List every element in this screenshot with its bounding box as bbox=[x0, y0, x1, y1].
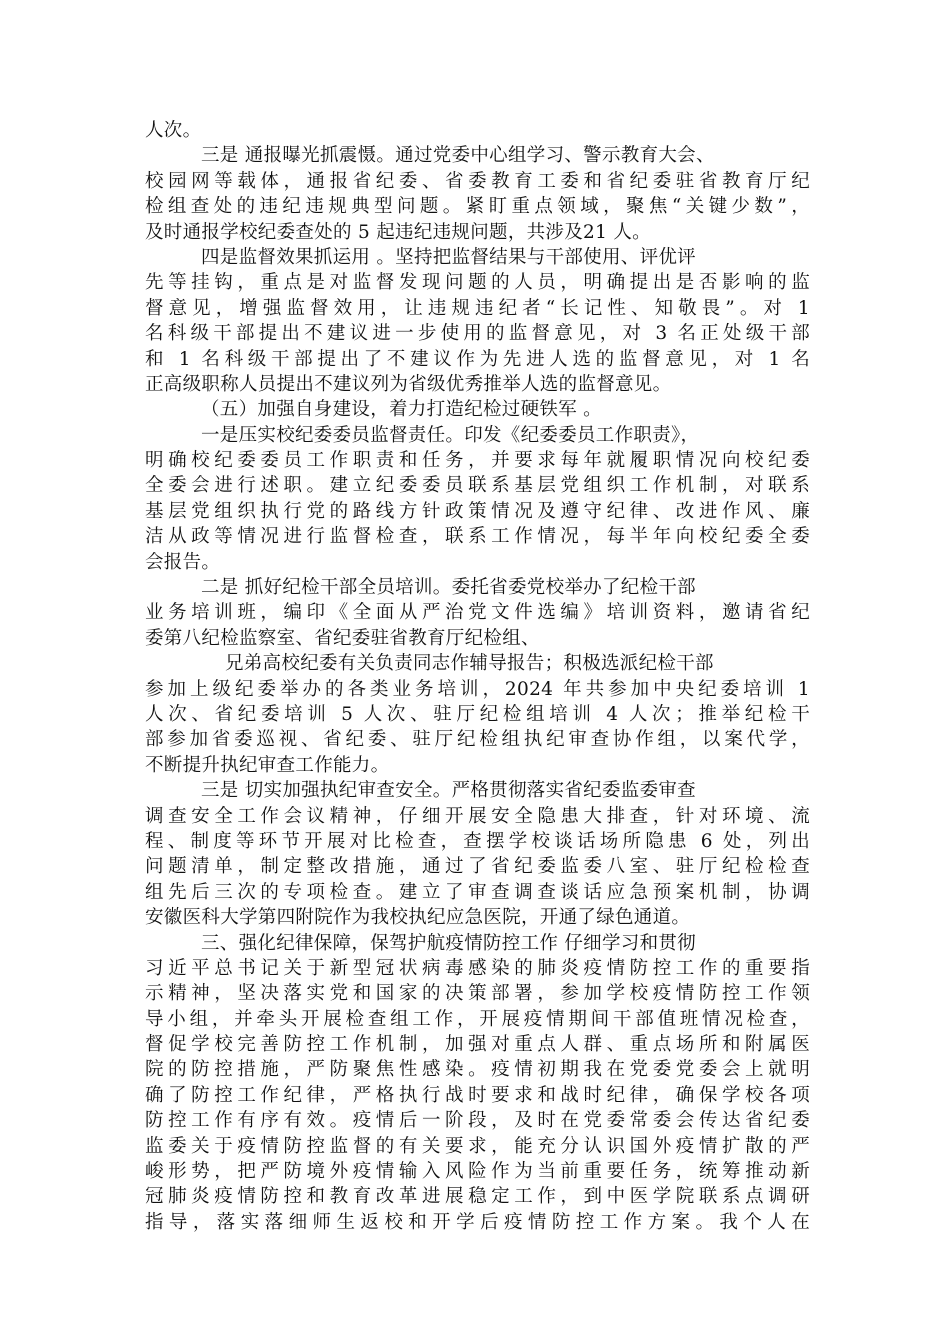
text-line: 先等挂钩，重点是对监督发现问题的人员，明确提出是否影响的监 bbox=[145, 272, 810, 294]
text-line: 及时通报学校纪委查处的 5 起违纪违规问题，共涉及21 人。 bbox=[145, 221, 651, 243]
text-line: 二是 抓好纪检干部全员培训。委托省委党校举办了纪检干部 bbox=[201, 577, 696, 599]
text-line: 和 1 名科级干部提出了不建议作为先进人选的监督意见，对 1 名 bbox=[145, 348, 810, 370]
text-line: 部参加省委巡视、省纪委、驻厅纪检组执纪审查协作组，以案代学， bbox=[145, 729, 810, 751]
text-line: 督促学校完善防控工作机制，加强对重点人群、重点场所和附属医 bbox=[145, 1034, 810, 1056]
text-line: 正高级职称人员提出不建议列为省级优秀推举人选的监督意见。 bbox=[145, 373, 672, 395]
text-line: 指导，落实落细师生返校和开学后疫情防控工作方案。我个人在 bbox=[145, 1211, 810, 1233]
text-line: 名科级干部提出不建议进一步使用的监督意见，对 3 名正处级干部 bbox=[145, 323, 810, 345]
text-line: 组先后三次的专项检查。建立了审查调查谈话应急预案机制，协调 bbox=[145, 881, 810, 903]
text-line: 不断提升执纪审查工作能力。 bbox=[145, 754, 390, 776]
text-line: 全委会进行述职。建立纪委委员联系基层党组织工作机制，对联系 bbox=[145, 475, 810, 497]
text-line: 程、制度等环节开展对比检查，查摆学校谈话场所隐患 6 处，列出 bbox=[145, 830, 810, 852]
text-line: 业务培训班，编印《全面从严治党文件选编》培训资料，邀请省纪 bbox=[145, 602, 810, 624]
text-line: 基层党组织执行党的路线方针政策情况及遵守纪律、改进作风、廉 bbox=[145, 500, 810, 522]
text-line: 防控工作有序有效。疫情后一阶段，及时在党委常委会传达省纪委 bbox=[145, 1110, 810, 1132]
text-line: 安徽医科大学第四附院作为我校执纪应急医院，开通了绿色通道。 bbox=[145, 907, 691, 929]
text-line: 督意见，增强监督效用，让违规违纪者“长记性、知敬畏”。对 1 bbox=[145, 297, 810, 319]
text-line: 委第八纪检监察室、省纪委驻省教育厅纪检组、 bbox=[145, 627, 540, 649]
text-line: 三是 切实加强执纪审查安全。严格贯彻落实省纪委监委审查 bbox=[201, 780, 696, 802]
text-line: 校园网等载体，通报省纪委、省委教育工委和省纪委驻省教育厅纪 bbox=[145, 170, 810, 192]
document-body bbox=[145, 118, 810, 1235]
text-line: 人次。 bbox=[145, 120, 202, 141]
text-line: 导小组，并牵头开展检查组工作，开展疫情期间干部值班情况检查， bbox=[145, 1008, 810, 1030]
text-line: 人次、省纪委培训 5 人次、驻厅纪检组培训 4 人次；推举纪检干 bbox=[145, 703, 810, 725]
text-line: 参加上级纪委举办的各类业务培训，2024 年共参加中央纪委培训 1 bbox=[145, 678, 810, 700]
text-line: 冠肺炎疫情防控和教育改革进展稳定工作，到中医学院联系点调研 bbox=[145, 1186, 810, 1208]
text-line: 检组查处的违纪违规典型问题。紧盯重点领域，聚焦“关键少数”， bbox=[145, 196, 810, 218]
text-line: 会报告。 bbox=[145, 551, 221, 573]
text-line: 四是监督效果抓运用 。坚持把监督结果与干部使用、评优评 bbox=[201, 246, 696, 268]
text-line: 三是 通报曝光抓震慑。通过党委中心组学习、警示教育大会、 bbox=[201, 145, 715, 167]
text-line: 三、强化纪律保障，保驾护航疫情防控工作 仔细学习和贯彻 bbox=[201, 932, 696, 954]
text-line: 监委关于疫情防控监督的有关要求，能充分认识国外疫情扩散的严 bbox=[145, 1135, 810, 1157]
text-line: 明确校纪委委员工作职责和任务，并要求每年就履职情况向校纪委 bbox=[145, 450, 810, 472]
text-line: 一是压实校纪委委员监督责任。印发《纪委委员工作职责》， bbox=[201, 424, 700, 446]
text-line: 问题清单，制定整改措施，通过了省纪委监委八室、驻厅纪检检查 bbox=[145, 856, 810, 878]
text-line: （五）加强自身建设，着力打造纪检过硬铁军 。 bbox=[201, 399, 602, 421]
text-line: 峻形势，把严防境外疫情输入风险作为当前重要任务，统筹推动新 bbox=[145, 1161, 810, 1183]
text-line: 洁从政等情况进行监督检查，联系工作情况，每半年向校纪委全委 bbox=[145, 526, 810, 548]
text-line: 调查安全工作会议精神，仔细开展安全隐患大排查，针对环境、流 bbox=[145, 805, 810, 827]
text-line: 院的防控措施，严防聚焦性感染。疫情初期我在党委党委会上就明 bbox=[145, 1059, 810, 1081]
text-line: 确了防控工作纪律，严格执行战时要求和战时纪律，确保学校各项 bbox=[145, 1084, 810, 1106]
text-line: 示精神，坚决落实党和国家的决策部署，参加学校疫情防控工作领 bbox=[145, 983, 810, 1005]
text-line: 兄弟高校纪委有关负责同志作辅导报告；积极选派纪检干部 bbox=[225, 653, 714, 675]
text-line: 习近平总书记关于新型冠状病毒感染的肺炎疫情防控工作的重要指 bbox=[145, 957, 810, 979]
